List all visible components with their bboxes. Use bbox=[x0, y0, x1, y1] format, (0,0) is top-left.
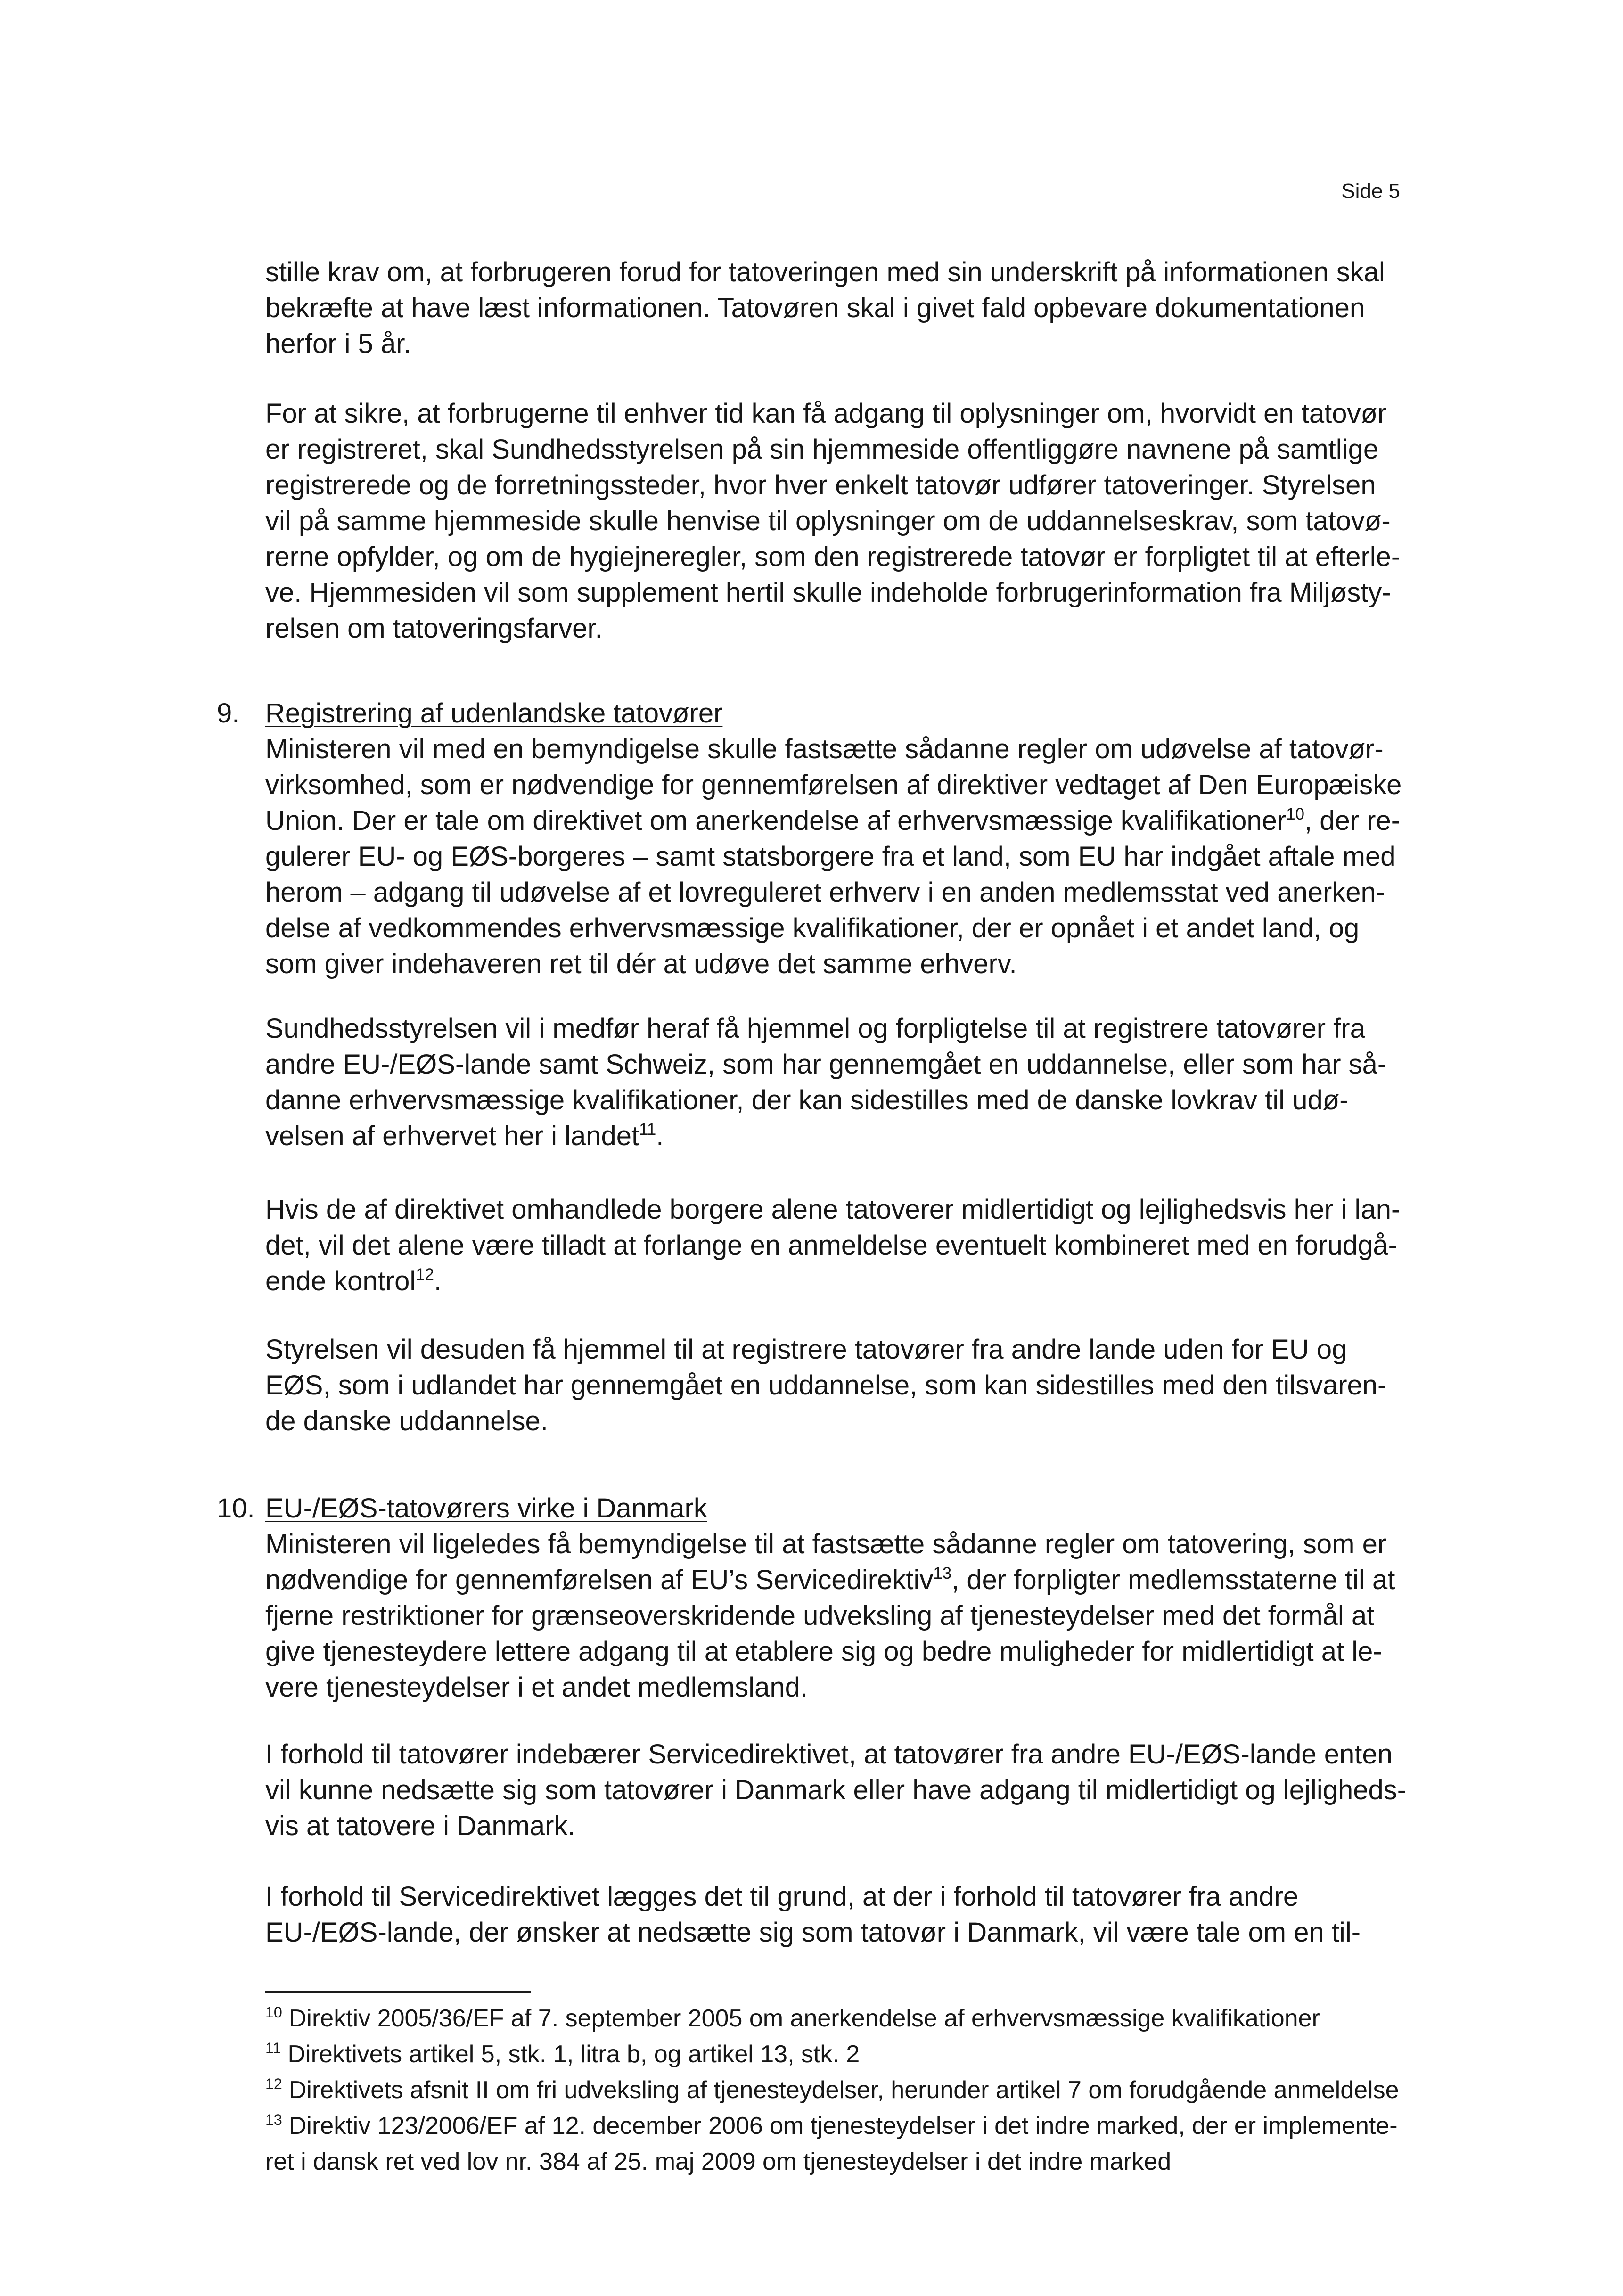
text-line: vil på samme hjemmeside skulle henvise til oplysninger om de uddannelseskrav, som tatovø- bbox=[265, 506, 1391, 536]
section-9-paragraph-2 bbox=[265, 1011, 1386, 1154]
text-line bbox=[265, 1118, 1386, 1154]
text-line: stille krav om, at forbrugeren forud for tatoveringen med sin underskrift på informationen skal bbox=[265, 257, 1385, 287]
text-line: er registreret, skal Sundhedsstyrelsen på sin hjemmeside offentliggøre navnene på samtlige bbox=[265, 434, 1379, 465]
footnote-reference: 13 bbox=[933, 1564, 952, 1583]
text-line: relsen om tatoveringsfarver. bbox=[265, 613, 603, 644]
footnote-line bbox=[265, 2036, 1399, 2072]
text-line bbox=[265, 1263, 1400, 1299]
line-text: , der forpligter medlemsstaterne til at bbox=[951, 1565, 1395, 1595]
footnote-item bbox=[265, 2001, 1399, 2036]
footnote-reference: 11 bbox=[639, 1120, 656, 1139]
footnote-line bbox=[265, 2072, 1399, 2108]
footnote-number: 10 bbox=[265, 2003, 282, 2021]
footnote-number: 11 bbox=[265, 2039, 281, 2057]
footnote-reference: 10 bbox=[1286, 805, 1304, 824]
footnote-number: 12 bbox=[265, 2075, 282, 2092]
text-line: delse af vedkommendes erhvervsmæssige kvalifikationer, der er opnået i et andet land, og bbox=[265, 913, 1360, 943]
section-number: 9. bbox=[217, 698, 240, 729]
text-line: danne erhvervsmæssige kvalifikationer, der kan sidestilles med de danske lovkrav til udø- bbox=[265, 1085, 1349, 1115]
footnote-separator bbox=[265, 1991, 531, 1993]
line-text: . bbox=[434, 1266, 442, 1296]
footnote-line bbox=[265, 2108, 1399, 2144]
section-10-paragraph-2 bbox=[265, 1737, 1406, 1844]
section-10-paragraph-3 bbox=[265, 1879, 1361, 1951]
text-line: Hvis de af direktivet omhandlede borgere alene tatoverer midlertidigt og lejlighedsvis her i lan- bbox=[265, 1194, 1401, 1225]
text-line bbox=[265, 803, 1402, 839]
text-line: For at sikre, at forbrugerne til enhver tid kan få adgang til oplysninger om, hvorvidt en tatovør bbox=[265, 398, 1387, 429]
text-line: Ministeren vil ligeledes få bemyndigelse til at fastsætte sådanne regler om tatovering, som er bbox=[265, 1529, 1387, 1559]
footnote-text: Direktiv 2005/36/EF af 7. september 2005 om anerkendelse af erhvervsmæssige kvalifikationer bbox=[288, 2005, 1320, 2032]
line-text: . bbox=[656, 1121, 664, 1151]
text-line: ve. Hjemmesiden vil som supplement hertil skulle indeholde forbrugerinformation fra Miljøsty- bbox=[265, 577, 1391, 608]
text-line: vere tjenesteydelser i et andet medlemsland. bbox=[265, 1672, 808, 1703]
line-text: nødvendige for gennemførelsen af EU’s Servicedirektiv bbox=[265, 1565, 934, 1595]
text-line: herfor i 5 år. bbox=[265, 328, 411, 359]
footnote-line bbox=[265, 2001, 1399, 2036]
line-text: velsen af erhvervet her i landet bbox=[265, 1121, 639, 1151]
line-text: , der re- bbox=[1304, 805, 1401, 836]
text-line: gulerer EU- og EØS-borgeres – samt statsborgere fra et land, som EU har indgået aftale med bbox=[265, 841, 1396, 872]
section-9-paragraph-4 bbox=[265, 1332, 1386, 1439]
page-number: Side 5 bbox=[1341, 180, 1400, 203]
text-line: give tjenesteydere lettere adgang til at etablere sig og bedre muligheder for midlertidigt at le- bbox=[265, 1636, 1382, 1667]
footnotes bbox=[265, 2001, 1399, 2180]
text-line: EØS, som i udlandet har gennemgået en uddannelse, som kan sidestilles med den tilsvaren- bbox=[265, 1370, 1387, 1401]
footnote-item bbox=[265, 2108, 1399, 2180]
text-line: registrerede og de forretningssteder, hvor hver enkelt tatovør udfører tatoveringer. Styrelsen bbox=[265, 470, 1376, 500]
footnote-item bbox=[265, 2072, 1399, 2108]
footnote-text: ret i dansk ret ved lov nr. 384 af 25. maj 2009 om tjenesteydelser i det indre marked bbox=[265, 2148, 1172, 2175]
text-line: virksomhed, som er nødvendige for gennemførelsen af direktiver vedtaget af Den Europæiske bbox=[265, 770, 1402, 800]
section-9-paragraph-3 bbox=[265, 1192, 1400, 1299]
section-heading: Registrering af udenlandske tatovører bbox=[265, 698, 723, 729]
section-9-paragraph-1 bbox=[265, 731, 1402, 982]
section-number: 10. bbox=[217, 1493, 255, 1524]
text-line: herom – adgang til udøvelse af et lovreguleret erhverv i en anden medlemsstat ved anerken- bbox=[265, 877, 1385, 908]
footnote-text: Direktiv 123/2006/EF af 12. december 2006 om tjenesteydelser i det indre marked, der er implemente- bbox=[288, 2112, 1398, 2140]
text-line: bekræfte at have læst informationen. Tatovøren skal i givet fald opbevare dokumentationen bbox=[265, 293, 1365, 323]
footnote-line bbox=[265, 2144, 1399, 2180]
text-line: det, vil det alene være tilladt at forlange en anmeldelse eventuelt kombineret med en forudgå- bbox=[265, 1230, 1397, 1261]
text-line: I forhold til Servicedirektivet lægges det til grund, at der i forhold til tatovører fra andre bbox=[265, 1881, 1299, 1912]
text-line: Styrelsen vil desuden få hjemmel til at registrere tatovører fra andre lande uden for EU og bbox=[265, 1334, 1347, 1365]
text-line: som giver indehaveren ret til dér at udøve det samme erhverv. bbox=[265, 949, 1017, 979]
text-line: de danske uddannelse. bbox=[265, 1406, 548, 1436]
footnote-number: 13 bbox=[265, 2111, 282, 2128]
text-line: vil kunne nedsætte sig som tatovører i Danmark eller have adgang til midlertidigt og lejligheds- bbox=[265, 1775, 1407, 1805]
section-heading: EU-/EØS-tatovørers virke i Danmark bbox=[265, 1493, 707, 1524]
line-text: ende kontrol bbox=[265, 1266, 416, 1296]
line-text: Union. Der er tale om direktivet om anerkendelse af erhvervsmæssige kvalifikationer bbox=[265, 805, 1287, 836]
text-line: rerne opfylder, og om de hygiejneregler, som den registrerede tatovør er forpligtet til at efterle- bbox=[265, 541, 1401, 572]
text-line: andre EU-/EØS-lande samt Schweiz, som har gennemgået en uddannelse, eller som har så- bbox=[265, 1049, 1387, 1080]
text-line: I forhold til tatovører indebærer Servicedirektivet, at tatovører fra andre EU-/EØS-lande enten bbox=[265, 1739, 1393, 1770]
text-line: Ministeren vil med en bemyndigelse skulle fastsætte sådanne regler om udøvelse af tatovør- bbox=[265, 734, 1384, 764]
footnote-reference: 12 bbox=[416, 1265, 434, 1284]
text-line: vis at tatovere i Danmark. bbox=[265, 1811, 575, 1841]
section-10-paragraph-1 bbox=[265, 1526, 1395, 1706]
intro-paragraph-2 bbox=[265, 396, 1400, 647]
text-line: fjerne restriktioner for grænseoverskridende udveksling af tjenesteydelser med det formål at bbox=[265, 1600, 1375, 1631]
footnote-text: Direktivets artikel 5, stk. 1, litra b, og artikel 13, stk. 2 bbox=[287, 2041, 860, 2068]
footnote-item bbox=[265, 2036, 1399, 2072]
intro-paragraph-1 bbox=[265, 254, 1385, 362]
text-line: Sundhedsstyrelsen vil i medfør heraf få hjemmel og forpligtelse til at registrere tatovører fra bbox=[265, 1013, 1365, 1044]
footnote-text: Direktivets afsnit II om fri udveksling af tjenesteydelser, herunder artikel 7 om forudgående anmeldelse bbox=[288, 2076, 1399, 2104]
text-line bbox=[265, 1562, 1395, 1598]
text-line: EU-/EØS-lande, der ønsker at nedsætte sig som tatovør i Danmark, vil være tale om en til- bbox=[265, 1917, 1361, 1948]
